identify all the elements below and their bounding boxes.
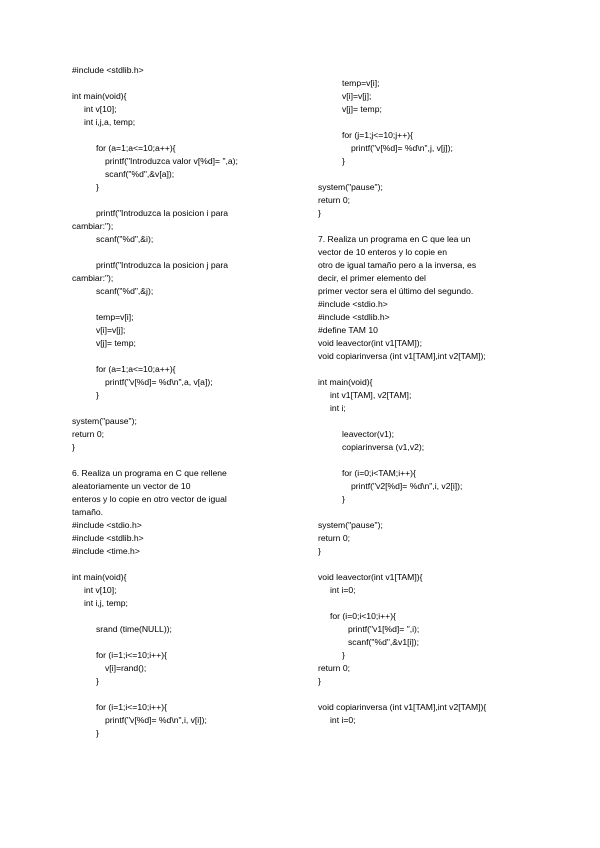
text-line: for (i=1;i<=10;i++){ xyxy=(96,650,167,660)
text-line: int v[10]; xyxy=(84,104,117,114)
text-line: printf("v[%d]= %d\n",i, v[i]); xyxy=(105,715,207,725)
text-line: vector de 10 enteros y lo copie en xyxy=(318,247,447,257)
right-code-column xyxy=(318,0,590,848)
text-line: int i=0; xyxy=(330,715,356,725)
text-line: 7. Realiza un programa en C que lea un xyxy=(318,234,471,244)
text-line: void copiarinversa (int v1[TAM],int v2[TAM]); xyxy=(318,351,486,361)
text-line: v[i]=v[j]; xyxy=(342,91,372,101)
text-line: return 0; xyxy=(72,429,105,439)
text-line: for (a=1;a<=10;a++){ xyxy=(96,364,176,374)
text-line: printf("v[%d]= %d\n",a, v[a]); xyxy=(105,377,213,387)
text-line: return 0; xyxy=(318,195,351,205)
text-line: temp=v[i]; xyxy=(96,312,134,322)
text-line: } xyxy=(342,650,345,660)
text-line: printf("Introduzca la posicion i para xyxy=(96,208,229,218)
text-line: int i,j, temp; xyxy=(84,598,128,608)
text-line: } xyxy=(342,156,345,166)
text-line: #include <stdlib.h> xyxy=(72,533,144,543)
text-line: scanf("%d",&j); xyxy=(96,286,154,296)
text-line: for (i=0;i<10;i++){ xyxy=(330,611,396,621)
text-line: scanf("%d",&i); xyxy=(96,234,154,244)
text-line: #define TAM 10 xyxy=(318,325,378,335)
text-line: } xyxy=(72,442,75,452)
text-line: printf("v1[%d]= ",i); xyxy=(348,624,420,634)
text-line: printf("Introduzca valor v[%d]= ",a); xyxy=(105,156,238,166)
text-line: void leavector(int v1[TAM]){ xyxy=(318,572,423,582)
left-code-column xyxy=(72,0,308,848)
text-line: temp=v[i]; xyxy=(342,78,380,88)
text-line: printf("v[%d]= %d\n",j, v[j]); xyxy=(351,143,453,153)
text-line: 6. Realiza un programa en C que rellene xyxy=(72,468,227,478)
text-line: otro de igual tamaño pero a la inversa, es xyxy=(318,260,477,270)
text-line: system("pause"); xyxy=(318,182,383,192)
text-line: void copiarinversa (int v1[TAM],int v2[TAM]){ xyxy=(318,702,487,712)
text-line: #include <stdlib.h> xyxy=(72,65,144,75)
text-line: copiarinversa (v1,v2); xyxy=(342,442,425,452)
text-line: int main(void){ xyxy=(72,91,127,101)
text-line: void leavector(int v1[TAM]); xyxy=(318,338,422,348)
text-line: scanf("%d",&v1[i]); xyxy=(348,637,420,647)
text-line: srand (time(NULL)); xyxy=(96,624,172,634)
text-line: enteros y lo copie en otro vector de igual xyxy=(72,494,227,504)
text-line: } xyxy=(96,676,99,686)
text-line: #include <stdlib.h> xyxy=(318,312,390,322)
text-line: } xyxy=(318,546,321,556)
text-line: system("pause"); xyxy=(318,520,383,530)
text-line: v[i]=v[j]; xyxy=(96,325,126,335)
text-line: } xyxy=(318,208,321,218)
text-line: for (j=1;j<=10;j++){ xyxy=(342,130,413,140)
text-line: leavector(v1); xyxy=(342,429,395,439)
text-line: int main(void){ xyxy=(72,572,127,582)
text-line: } xyxy=(96,390,99,400)
text-line: } xyxy=(342,494,345,504)
text-line: v[i]=rand(); xyxy=(105,663,147,673)
text-line: int i=0; xyxy=(330,585,356,595)
text-line: cambiar:"); xyxy=(72,221,114,231)
text-line: primer vector sera el último del segundo. xyxy=(318,286,474,296)
text-line: #include <stdio.h> xyxy=(318,299,388,309)
text-line: int i; xyxy=(330,403,346,413)
text-line: tamaño. xyxy=(72,507,104,517)
text-line: aleatoriamente un vector de 10 xyxy=(72,481,191,491)
text-line: return 0; xyxy=(318,533,351,543)
text-line: int main(void){ xyxy=(318,377,373,387)
text-line: system("pause"); xyxy=(72,416,137,426)
text-line: v[j]= temp; xyxy=(342,104,382,114)
text-line: for (i=1;i<=10;i++){ xyxy=(96,702,167,712)
text-line: printf("Introduzca la posicion j para xyxy=(96,260,229,270)
text-line: int v[10]; xyxy=(84,585,117,595)
text-line: #include <stdio.h> xyxy=(72,520,142,530)
text-line: cambiar:"); xyxy=(72,273,114,283)
text-line: int i,j,a, temp; xyxy=(84,117,136,127)
text-line: printf("v2[%d]= %d\n",i, v2[i]); xyxy=(351,481,463,491)
text-line: return 0; xyxy=(318,663,351,673)
text-line: } xyxy=(96,728,99,738)
text-line: #include <time.h> xyxy=(72,546,140,556)
text-line: for (i=0;i<TAM;i++){ xyxy=(342,468,416,478)
text-line: for (a=1;a<=10;a++){ xyxy=(96,143,176,153)
text-line: } xyxy=(318,676,321,686)
text-line: decir, el primer elemento del xyxy=(318,273,426,283)
text-line: int v1[TAM], v2[TAM]; xyxy=(330,390,412,400)
text-line: scanf("%d",&v[a]); xyxy=(105,169,175,179)
text-line: } xyxy=(96,182,99,192)
text-line: v[j]= temp; xyxy=(96,338,136,348)
